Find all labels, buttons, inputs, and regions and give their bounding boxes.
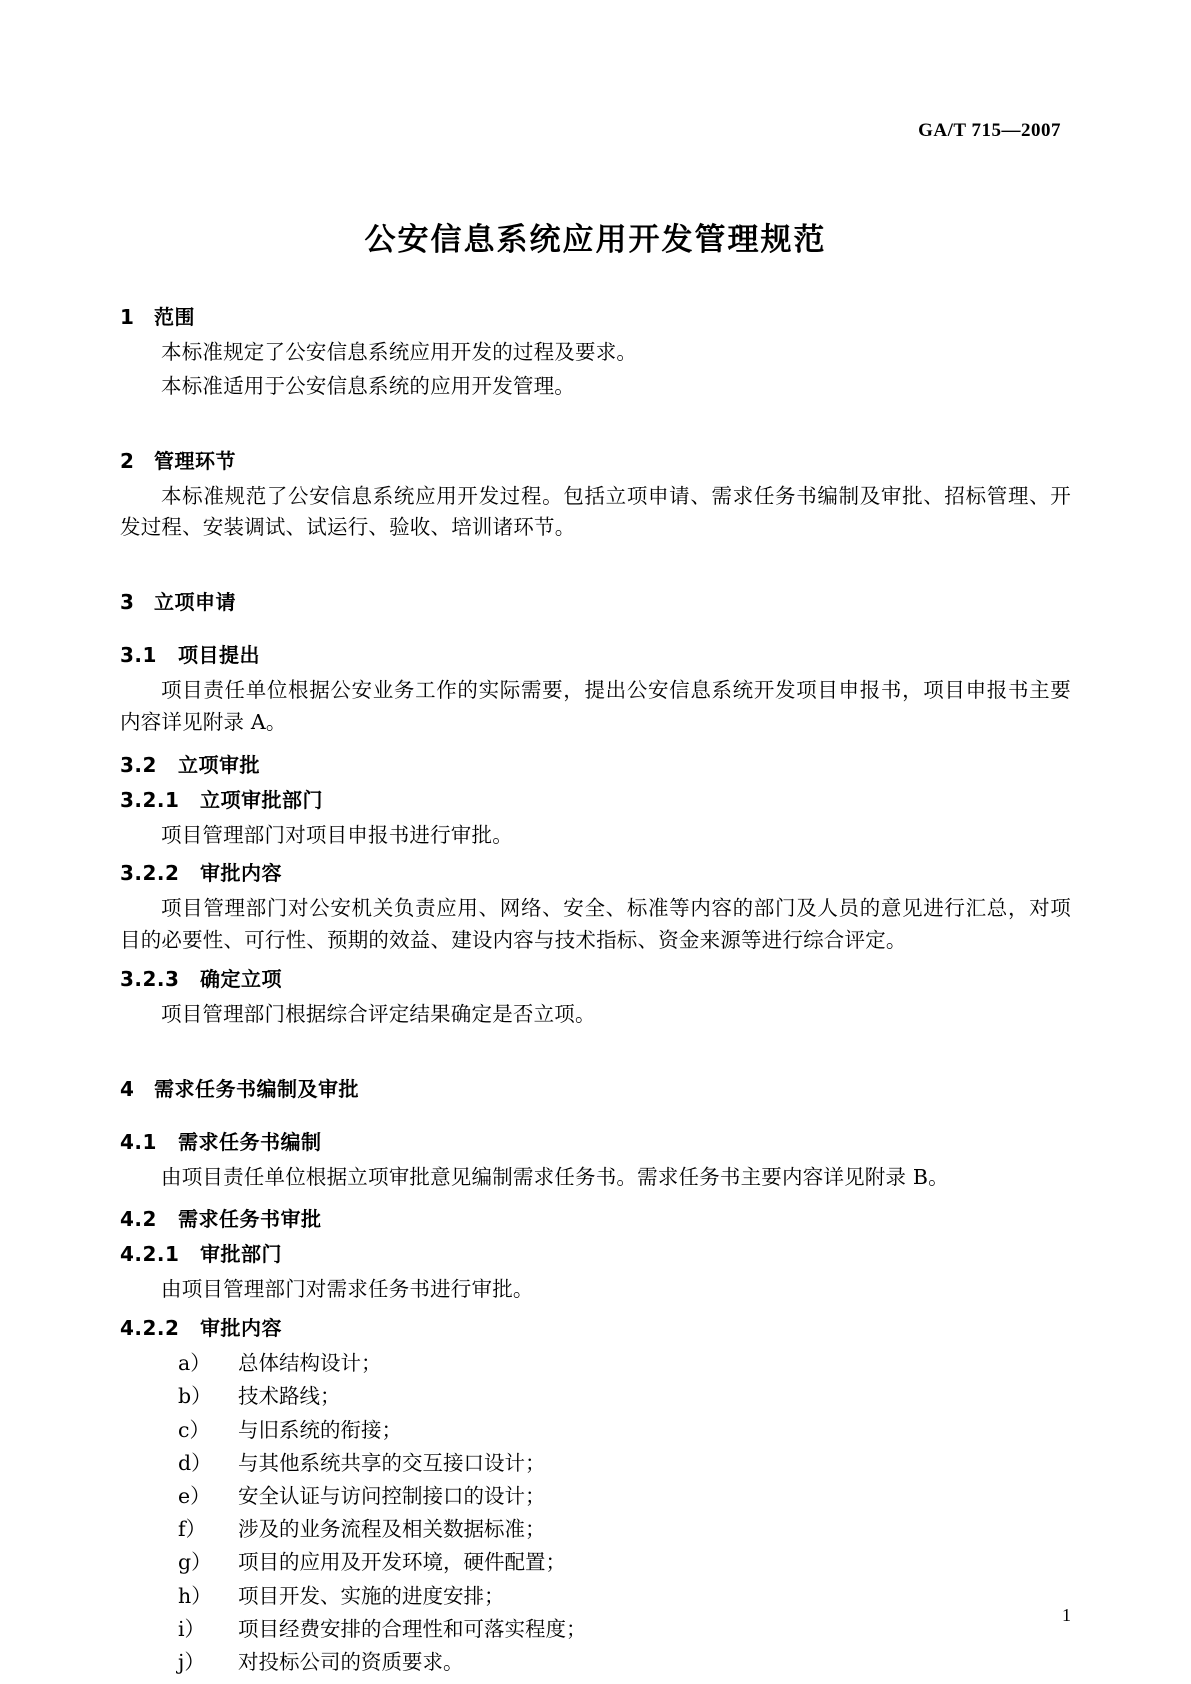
list-item-label: 技术路线； (238, 1384, 341, 1409)
paragraph-1-2: 本标准适用于公安信息系统的应用开发管理。 (161, 373, 575, 398)
section-title-3-2-1: 立项审批部门 (200, 787, 323, 812)
paragraph-1-1: 本标准规定了公安信息系统应用开发的过程及要求。 (161, 340, 638, 364)
section-heading-3-2 (120, 749, 1071, 778)
list-item-label: 项目开发、实施的进度安排； (238, 1583, 505, 1608)
section-title-1: 范围 (154, 305, 195, 329)
list-item-label: 项目经费安排的合理性和可落实程度； (238, 1616, 587, 1641)
section-number-1: 1 (120, 305, 135, 329)
section-title-2: 管理环节 (154, 448, 236, 473)
section-number-3-1: 3.1 (120, 643, 157, 668)
section-heading-4-1 (120, 1126, 1071, 1155)
section-number-4: 4 (120, 1076, 135, 1101)
section-number-3-2-3: 3.2.3 (120, 966, 180, 991)
list-item (120, 1414, 1071, 1447)
section-title-3-2-2: 审批内容 (200, 861, 282, 886)
approval-content-list (120, 1347, 1071, 1679)
paragraph-3-2-2-1: 项目管理部门对公安机关负责应用、网络、安全、标准等内容的部门及人员的意见进行汇总，对项目的必要性、可行性、预期的效益、建设内容与技术指标、资金来源等进行综合评定。 (120, 896, 1071, 953)
section-heading-3-2-2 (120, 857, 1071, 886)
section-heading-4 (120, 1073, 1071, 1102)
list-item-marker: d） (178, 1450, 212, 1475)
list-item-marker: c） (178, 1417, 210, 1442)
section-title-4-2-2: 审批内容 (200, 1316, 282, 1341)
paragraph-3-2-1-1: 项目管理部门对项目申报书进行审批。 (161, 822, 513, 847)
list-item-label: 与其他系统共享的交互接口设计； (238, 1450, 546, 1475)
section-heading-4-2-2 (120, 1312, 1071, 1341)
list-item-marker: e） (178, 1484, 211, 1508)
list-item-label: 项目的应用及开发环境，硬件配置； (238, 1550, 566, 1575)
section-title-3-1: 项目提出 (178, 643, 260, 668)
section-heading-2 (120, 445, 1071, 474)
list-item-marker: f） (178, 1517, 207, 1542)
list-item-label: 与旧系统的衔接； (238, 1417, 402, 1442)
section-title-4-1: 需求任务书编制 (178, 1129, 322, 1154)
paragraph-4-2-1-1: 由项目管理部门对需求任务书进行审批。 (161, 1277, 534, 1302)
section-heading-1 (120, 301, 1071, 330)
list-item (120, 1480, 1071, 1513)
list-item-marker: i） (178, 1616, 206, 1641)
section-number-3-2: 3.2 (120, 752, 157, 777)
page-title: 公安信息系统应用开发管理规范 (364, 222, 827, 258)
list-item (120, 1546, 1071, 1579)
list-item (120, 1380, 1071, 1413)
list-item (120, 1580, 1071, 1613)
paragraph-3-1-1: 项目责任单位根据公安业务工作的实际需要，提出公安信息系统开发项目申报书，项目申报书主要内容详见附录 A。 (120, 678, 1071, 734)
section-number-4-2-2: 4.2.2 (120, 1316, 180, 1341)
section-title-4-2: 需求任务书审批 (178, 1207, 322, 1232)
list-item-marker: g） (178, 1550, 212, 1575)
standard-code-header: GA/T 715—2007 (918, 120, 1061, 141)
section-heading-4-2-1 (120, 1238, 1071, 1267)
section-heading-3 (120, 586, 1071, 615)
section-heading-3-2-1 (120, 784, 1071, 813)
list-item-marker: h） (178, 1583, 212, 1608)
section-number-3-2-1: 3.2.1 (120, 787, 180, 812)
list-item (120, 1347, 1071, 1380)
list-item (120, 1646, 1071, 1679)
section-title-4-2-1: 审批部门 (200, 1242, 282, 1267)
list-item (120, 1613, 1071, 1646)
section-number-4-1: 4.1 (120, 1129, 157, 1154)
section-title-4: 需求任务书编制及审批 (154, 1076, 359, 1101)
list-item-label: 安全认证与访问控制接口的设计； (238, 1484, 546, 1508)
section-title-3: 立项申请 (154, 590, 236, 615)
section-number-4-2: 4.2 (120, 1207, 157, 1232)
list-item (120, 1513, 1071, 1546)
paragraph-3-2-3-1: 项目管理部门根据综合评定结果确定是否立项。 (161, 1001, 596, 1026)
section-number-3: 3 (120, 590, 135, 615)
section-heading-3-2-3 (120, 963, 1071, 992)
section-title-3-2-3: 确定立项 (200, 966, 282, 991)
list-item-marker: a） (178, 1351, 211, 1376)
section-number-3-2-2: 3.2.2 (120, 861, 180, 886)
section-heading-4-2 (120, 1203, 1071, 1232)
section-number-2: 2 (120, 448, 135, 473)
paragraph-4-1-1: 由项目责任单位根据立项审批意见编制需求任务书。需求任务书主要内容详见附录 B。 (161, 1164, 949, 1189)
list-item-marker: b） (178, 1384, 212, 1409)
list-item-label: 总体结构设计； (238, 1351, 382, 1376)
list-item-label: 对投标公司的资质要求。 (238, 1650, 464, 1675)
page-number: 1 (1062, 1605, 1071, 1625)
paragraph-2-1: 本标准规范了公安信息系统应用开发过程。包括立项申请、需求任务书编制及审批、招标管理、开发过程、安装调试、试运行、验收、培训诸环节。 (120, 483, 1071, 540)
list-item (120, 1447, 1071, 1480)
section-heading-3-1 (120, 639, 1071, 668)
section-number-4-2-1: 4.2.1 (120, 1242, 180, 1267)
list-item-label: 涉及的业务流程及相关数据标准； (238, 1517, 546, 1542)
section-title-3-2: 立项审批 (178, 752, 260, 777)
list-item-marker: j） (178, 1650, 205, 1675)
